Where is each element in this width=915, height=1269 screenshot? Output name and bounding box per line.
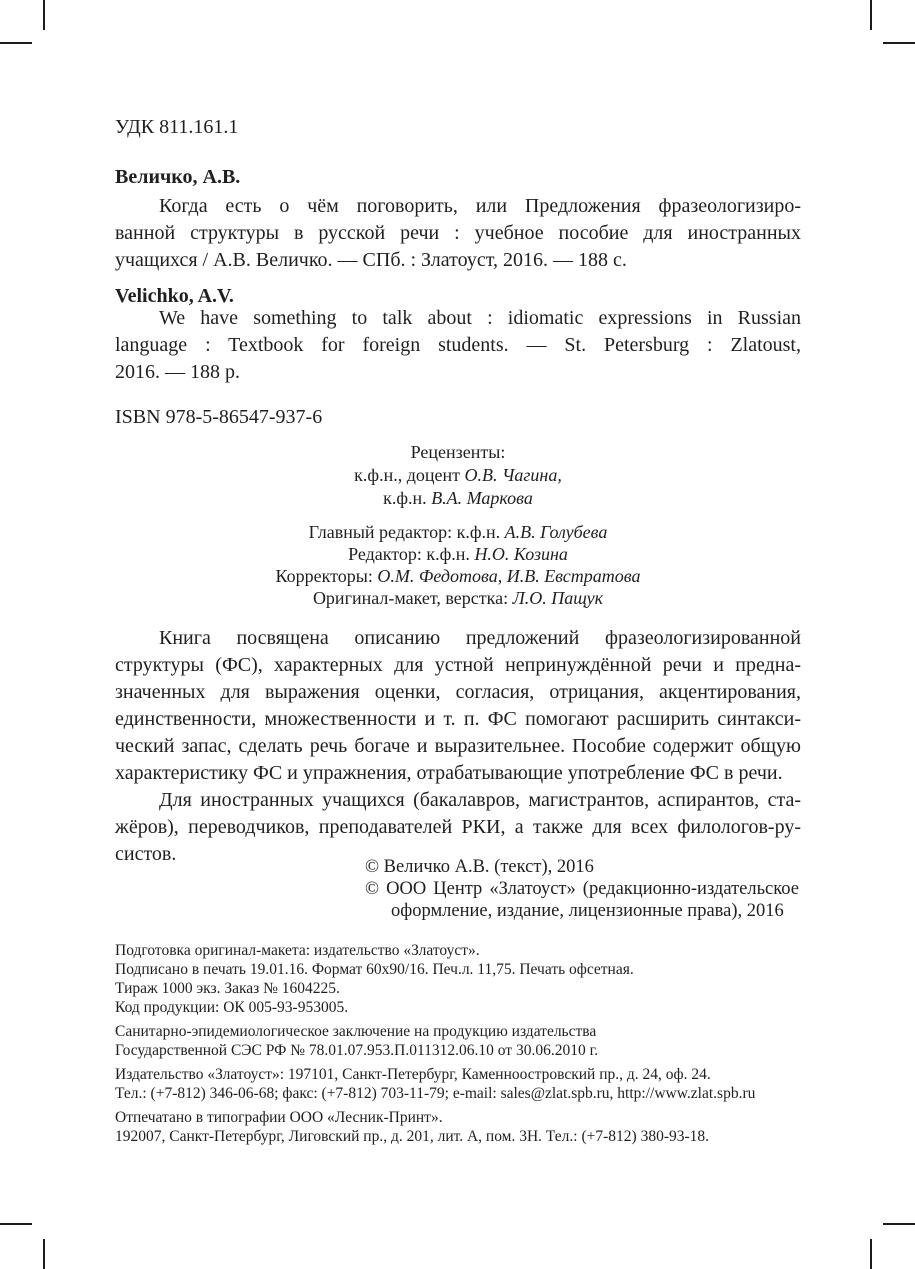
en-author-heading: Velichko, A.V. xyxy=(115,285,234,307)
text-line xyxy=(115,521,801,543)
crop-mark-top-left-horizontal xyxy=(0,42,32,44)
isbn-number: ISBN 978-5-86547-937-6 xyxy=(115,406,323,428)
text-line: Книга посвящена описанию предложений фразеологизированной xyxy=(159,627,801,649)
imprint-publisher-block xyxy=(115,1065,815,1103)
annotation-paragraph-1 xyxy=(115,625,801,787)
en-catalog-entry xyxy=(115,305,801,386)
text-line: Для иностранных учащихся (бакалавров, магистрантов, аспирантов, ста- xyxy=(159,789,801,811)
role-label: Корректоры: xyxy=(275,566,378,586)
person-name: О.М. Федотова, И.В. Евстратова xyxy=(377,566,641,586)
crop-mark-top-right-horizontal xyxy=(883,42,915,44)
crop-mark-bottom-left-horizontal xyxy=(0,1223,32,1225)
text-line: 192007, Санкт-Петербург, Лиговский пр., д. 201, лит. А, пом. 3Н. Тел.: (+7-812) 380-93-18. xyxy=(115,1128,710,1145)
annotation-block xyxy=(115,625,801,868)
text-line: Подписано в печать 19.01.16. Формат 60х90/16. Печ.л. 11,75. Печать офсетная. xyxy=(115,961,634,978)
text-line: © ООО Центр «Златоуст» (редакционно-издательское xyxy=(365,879,799,899)
text-line: систов. xyxy=(115,843,177,865)
role-label: Редактор: к.ф.н. xyxy=(348,544,475,564)
text-line: 2016. — 188 p. xyxy=(115,361,240,383)
text-line: жёров), переводчиков, преподавателей РКИ, а также для всех филологов-ру- xyxy=(115,816,801,838)
imprint-printer-block xyxy=(115,1108,815,1146)
person-name: А.В. Голубева xyxy=(504,522,608,542)
text-line: We have something to talk about : idiomatic expressions in Russian xyxy=(159,307,801,329)
editorial-staff-block xyxy=(115,521,801,609)
person-name: Л.О. Пащук xyxy=(512,588,604,608)
reviewers-heading: Рецензенты: xyxy=(410,442,506,462)
text-line: единственности, множественности и т. п. ФС помогают расширить синтакси- xyxy=(115,708,801,730)
text-line: ванной структуры в русской речи : учебное пособие для иностранных xyxy=(115,222,801,244)
crop-mark-top-left-vertical xyxy=(43,0,45,30)
role-label: к.ф.н., доцент xyxy=(354,465,465,485)
text-line xyxy=(115,587,801,609)
text-line: Код продукции: ОК 005-93-953005. xyxy=(115,999,349,1016)
role-label: Главный редактор: к.ф.н. xyxy=(308,522,505,542)
text-line xyxy=(115,487,801,510)
text-line: значенных для выражения оценки, согласия, отрицания, акцентирования, xyxy=(115,681,801,703)
text-line: ческий запас, сделать речь богаче и выразительнее. Пособие содержит общую xyxy=(115,735,801,757)
text-line: Подготовка оригинал-макета: издательство «Златоуст». xyxy=(115,942,480,959)
text-line: © Величко А.В. (текст), 2016 xyxy=(365,857,594,877)
text-line xyxy=(115,565,801,587)
ru-author-heading: Величко, А.В. xyxy=(115,166,241,188)
ru-catalog-entry xyxy=(115,193,801,274)
text-line: характеристику ФС и упражнения, отрабатывающие употребление ФС в речи. xyxy=(115,762,783,784)
text-line: структуры (ФС), характерных для устной непринуждённой речи и предна- xyxy=(115,654,801,676)
text-line: language : Textbook for foreign students. — St. Petersburg : Zlatoust, xyxy=(115,334,801,356)
imprint-section xyxy=(115,941,815,1151)
crop-mark-bottom-right-horizontal xyxy=(883,1223,915,1225)
text-line: Тираж 1000 экз. Заказ № 1604225. xyxy=(115,980,340,997)
copyright-notice xyxy=(365,856,799,922)
udc-number: УДК 811.161.1 xyxy=(115,116,239,138)
person-name: В.А. Маркова xyxy=(431,488,533,508)
reviewers-block xyxy=(115,441,801,510)
person-name: Н.О. Козина xyxy=(474,544,568,564)
text-line: Государственной СЭС РФ № 78.01.07.953.П.011312.06.10 от 30.06.2010 г. xyxy=(115,1042,599,1059)
imprint-sanitary-block xyxy=(115,1022,815,1060)
role-label: к.ф.н. xyxy=(383,488,432,508)
text-line: Тел.: (+7-812) 346-06-68; факс: (+7-812) 703-11-79; e-mail: sales@zlat.spb.ru, http://www.zlat.spb.ru xyxy=(115,1085,756,1102)
text-line: Отпечатано в типографии ООО «Лесник-Принт». xyxy=(115,1109,443,1126)
text-line: Санитарно-эпидемиологическое заключение на продукцию издательства xyxy=(115,1023,597,1040)
text-line xyxy=(115,543,801,565)
text-line: Когда есть о чём поговорить, или Предложения фразеологизиро- xyxy=(159,195,801,217)
text-line: оформление, издание, лицензионные права), 2016 xyxy=(391,901,784,921)
person-name: О.В. Чагина, xyxy=(464,465,562,485)
crop-mark-bottom-right-vertical xyxy=(870,1239,872,1269)
imprint-production-block xyxy=(115,941,815,1017)
reviewers-list xyxy=(115,464,801,510)
text-line: Издательство «Златоуст»: 197101, Санкт-Петербург, Каменноостровский пр., д. 24, оф. 24. xyxy=(115,1066,711,1083)
text-line: учащихся / А.В. Величко. — СПб. : Златоуст, 2016. — 188 с. xyxy=(115,249,627,271)
crop-mark-top-right-vertical xyxy=(870,0,872,30)
role-label: Оригинал-макет, верстка: xyxy=(312,588,513,608)
crop-mark-bottom-left-vertical xyxy=(43,1239,45,1269)
text-line xyxy=(115,464,801,487)
